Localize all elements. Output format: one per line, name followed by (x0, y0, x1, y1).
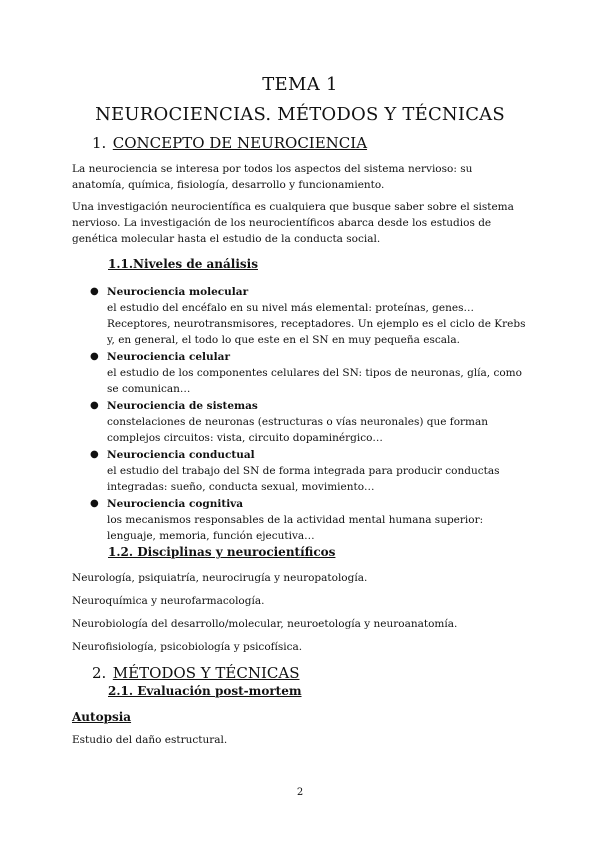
list-item (90, 447, 530, 495)
bullet: ● (90, 498, 99, 509)
section-1-paragraph-1: La neurociencia se interesa por todos los aspectos del sistema nervioso: su anatomía, química, fisiología, desarrollo y funcionamiento. (72, 163, 473, 191)
bullet: ● (90, 351, 99, 362)
subsection-1-1-heading: 1.1.Niveles de análisis (108, 257, 258, 271)
autopsia-text: Estudio del daño estructural. (72, 734, 228, 746)
bullet: ● (90, 400, 99, 411)
list-item-title: Neurociencia molecular (107, 286, 249, 298)
list-item-title: Neurociencia cognitiva (107, 498, 244, 510)
bullet: ● (90, 449, 99, 460)
bullet: ● (90, 286, 99, 297)
document-title: TEMA 1 (262, 74, 338, 95)
disciplines-line: Neurofisiología, psicobiología y psicofísica. (72, 641, 303, 653)
section-2-heading (92, 664, 300, 682)
page-number: 2 (296, 787, 304, 798)
subsection-2-1-heading: 2.1. Evaluación post-mortem (108, 684, 302, 698)
list-item-title: Neurociencia celular (107, 351, 231, 363)
section-1-title: CONCEPTO DE NEUROCIENCIA (112, 134, 368, 152)
section-2-number: 2. (92, 664, 107, 682)
list-item (90, 349, 530, 397)
disciplines-line: Neurología, psiquiatría, neurocirugía y neuropatología. (72, 572, 368, 584)
document-subtitle: NEUROCIENCIAS. MÉTODOS Y TÉCNICAS (95, 104, 505, 125)
list-item (90, 284, 530, 348)
list-item-description: el estudio del encéfalo en su nivel más elemental: proteínas, genes… Receptores, neurotransmisores, receptadores. Un ejemplo es el ciclo de Krebs y, en general, el todo lo que este en el SN en muy pequeña escala. (107, 302, 526, 346)
disciplines-line: Neuroquímica y neurofarmacología. (72, 595, 265, 607)
list-item (90, 496, 530, 544)
section-2-title: MÉTODOS Y TÉCNICAS (112, 664, 300, 682)
list-item (90, 398, 530, 446)
list-item-description: los mecanismos responsables de la actividad mental humana superior: lenguaje, memoria, función ejecutiva… (107, 514, 484, 542)
autopsia-heading: Autopsia (72, 710, 132, 724)
list-item-description: el estudio del trabajo del SN de forma integrada para producir conductas integradas: sueño, conducta sexual, movimiento… (107, 465, 500, 493)
levels-list (90, 284, 530, 544)
section-1-heading (92, 134, 367, 152)
section-1-number: 1. (92, 134, 107, 152)
subsection-1-2-heading: 1.2. Disciplinas y neurocientíficos (108, 545, 336, 559)
disciplines-line: Neurobiología del desarrollo/molecular, neuroetología y neuroanatomía. (72, 618, 458, 630)
list-item-title: Neurociencia conductual (107, 449, 255, 461)
section-1-paragraph-2: Una investigación neurocientífica es cualquiera que busque saber sobre el sistema nervioso. La investigación de los neurocientíficos abarca desde los estudios de genética molecular hasta el estudio de la conducta social. (72, 201, 514, 245)
list-item-description: constelaciones de neuronas (estructuras o vías neuronales) que forman complejos circuitos: vista, circuito dopaminérgico… (107, 416, 489, 444)
list-item-title: Neurociencia de sistemas (107, 400, 258, 412)
list-item-description: el estudio de los componentes celulares del SN: tipos de neuronas, glía, como se comunican… (107, 367, 522, 395)
